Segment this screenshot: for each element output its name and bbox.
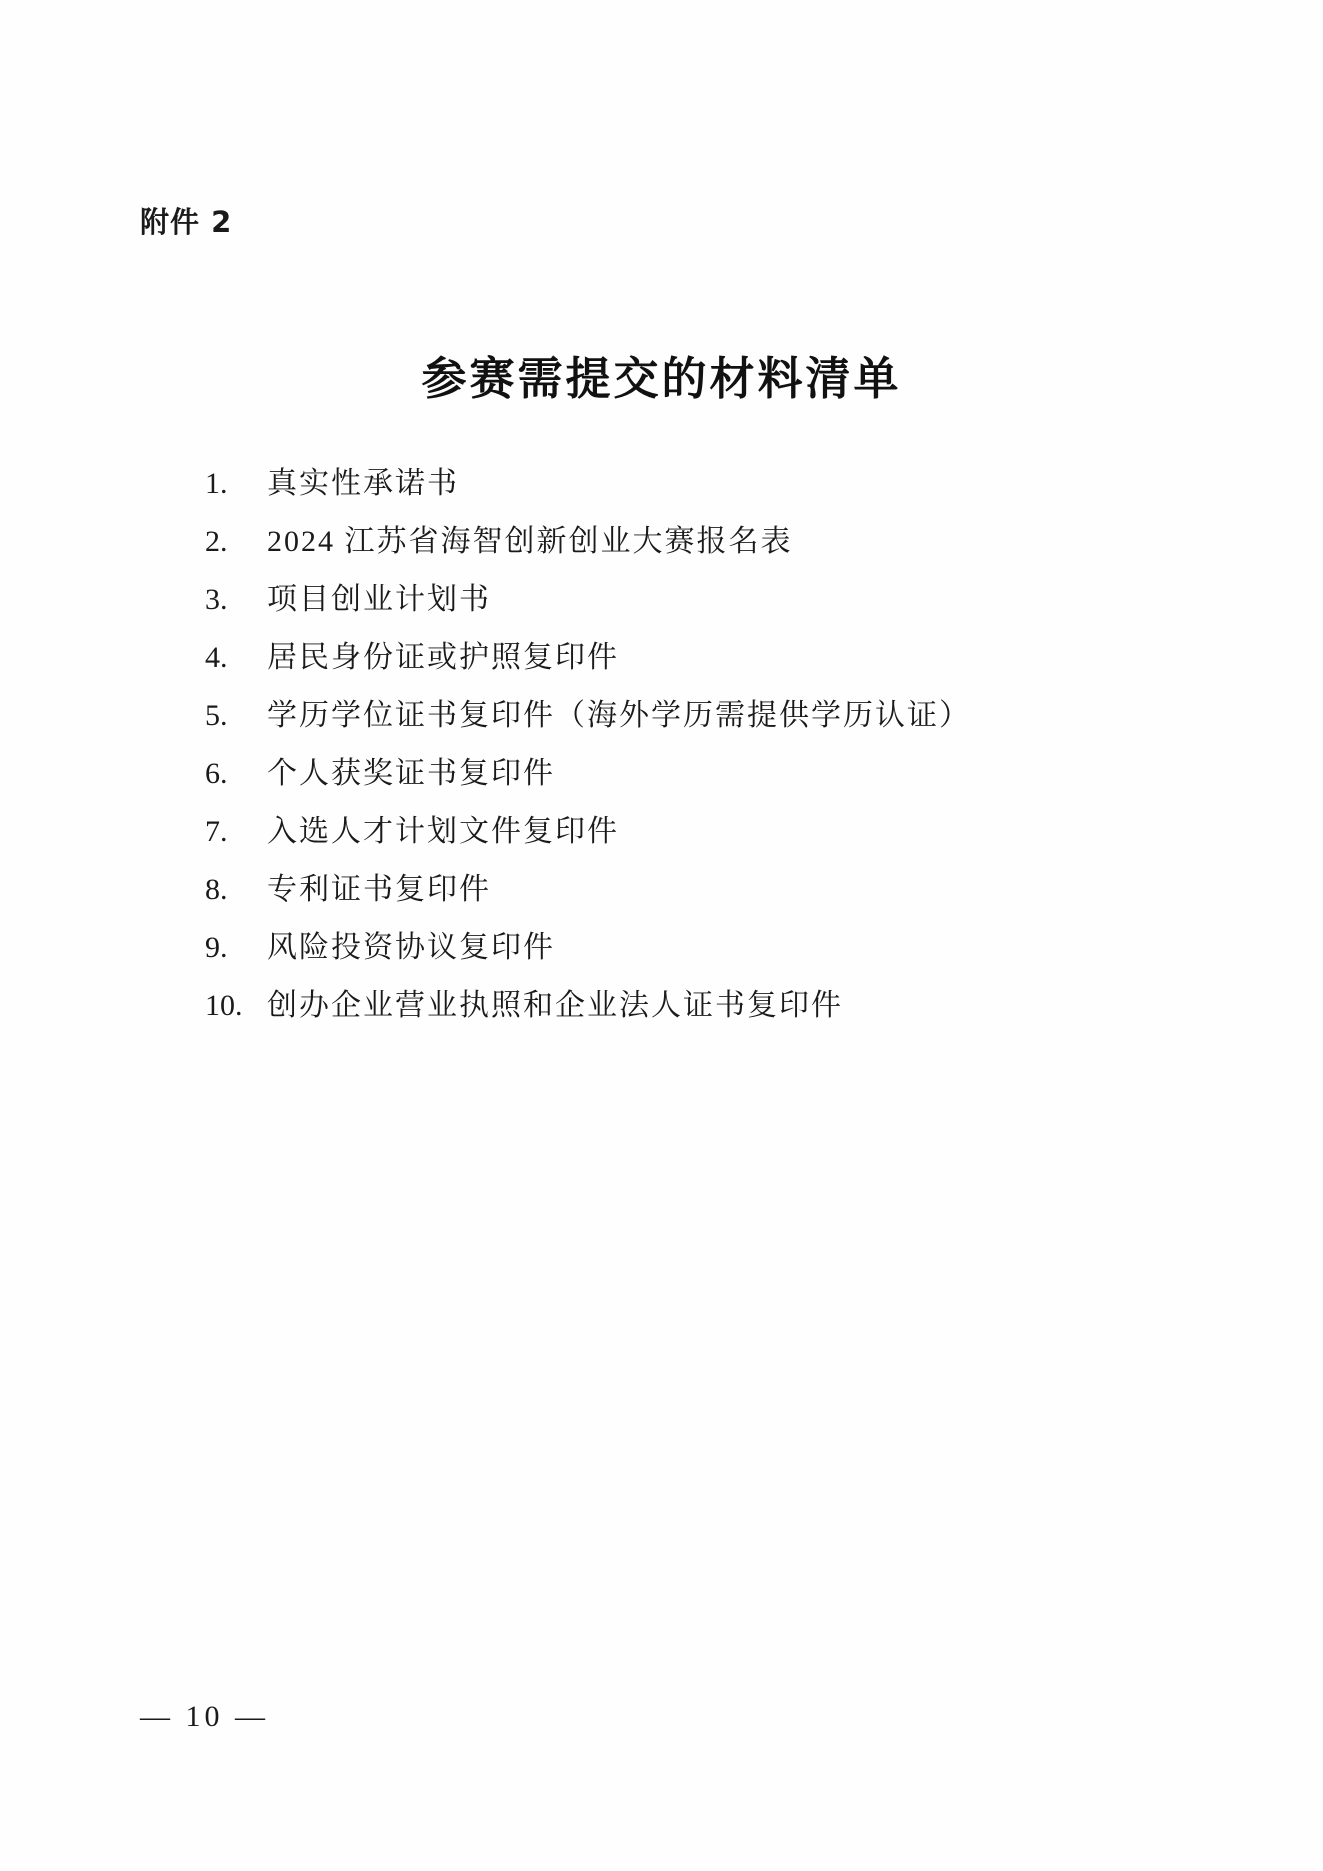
list-item-number: 10. [205, 989, 243, 1022]
attachment-label: 附件 2 [140, 205, 233, 239]
list-item [205, 687, 1145, 745]
list-item-number: 9. [205, 931, 228, 964]
list-item-label: 居民身份证或护照复印件 [267, 641, 619, 674]
list-item [205, 803, 1145, 861]
materials-list [205, 455, 1145, 1035]
list-item-number: 5. [205, 699, 228, 732]
list-item [205, 977, 1145, 1035]
list-item-label: 真实性承诺书 [267, 467, 459, 500]
list-item [205, 745, 1145, 803]
list-item-number: 3. [205, 583, 228, 616]
list-item [205, 571, 1145, 629]
list-item-label: 专利证书复印件 [267, 873, 491, 906]
list-item-number: 8. [205, 873, 228, 906]
list-item-label: 个人获奖证书复印件 [267, 757, 555, 790]
list-item-number: 4. [205, 641, 228, 674]
list-item-number: 7. [205, 815, 228, 848]
list-item-number: 2. [205, 525, 228, 558]
list-item [205, 455, 1145, 513]
list-item [205, 629, 1145, 687]
list-item-label: 创办企业营业执照和企业法人证书复印件 [267, 989, 843, 1022]
list-item-label: 学历学位证书复印件（海外学历需提供学历认证） [267, 699, 971, 732]
list-item [205, 513, 1145, 571]
list-item-label: 入选人才计划文件复印件 [267, 815, 619, 848]
list-item-number: 1. [205, 467, 228, 500]
list-item-label: 项目创业计划书 [267, 583, 491, 616]
list-item [205, 919, 1145, 977]
page-title: 参赛需提交的材料清单 [421, 354, 902, 405]
list-item-label: 风险投资协议复印件 [267, 931, 555, 964]
page-number: — 10 — [140, 1700, 269, 1733]
list-item-label: 2024 江苏省海智创新创业大赛报名表 [267, 525, 793, 558]
list-item [205, 861, 1145, 919]
list-item-number: 6. [205, 757, 228, 790]
